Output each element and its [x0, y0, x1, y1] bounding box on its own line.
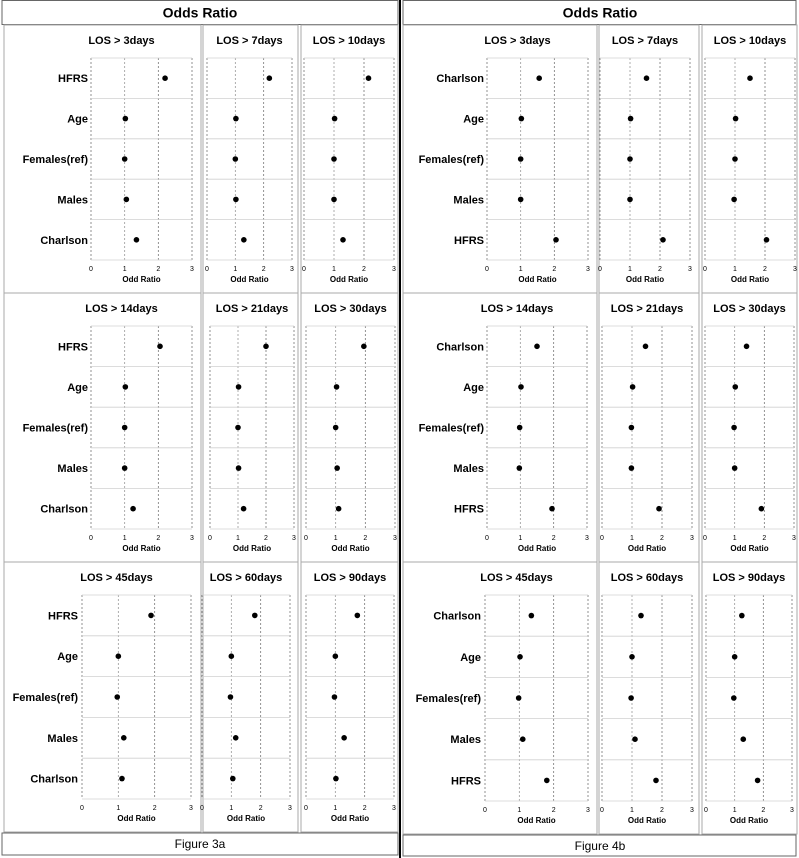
- odds-ratio-point: [628, 695, 634, 701]
- category-label: Age: [67, 113, 88, 126]
- x-tick-label: 0: [89, 535, 93, 542]
- x-tick-label: 0: [598, 266, 602, 273]
- odds-ratio-point: [332, 694, 338, 700]
- chart-panel: [203, 293, 298, 562]
- panel-title: LOS > 7days: [611, 35, 679, 47]
- category-label: Charlson: [433, 610, 481, 623]
- odds-ratio-point: [643, 344, 649, 350]
- x-axis-label: Odd Ratio: [230, 275, 269, 284]
- x-tick-label: 1: [630, 807, 634, 814]
- x-tick-label: 1: [732, 807, 737, 814]
- chart-panel: [4, 562, 201, 832]
- x-tick-label: 0: [485, 535, 489, 542]
- category-label: Males: [453, 463, 484, 476]
- x-tick-label: 2: [552, 266, 557, 273]
- odds-ratio-point: [517, 425, 523, 431]
- odds-ratio-point: [123, 116, 129, 122]
- x-tick-label: 0: [205, 266, 209, 273]
- panel-title: LOS > 10days: [713, 35, 787, 47]
- x-axis-label: Odd Ratio: [122, 275, 161, 284]
- chart-panel: [4, 25, 201, 293]
- panel-border: [599, 562, 699, 834]
- odds-ratio-point: [233, 156, 239, 162]
- category-label: HFRS: [58, 341, 88, 354]
- odds-ratio-point: [629, 425, 635, 431]
- odds-ratio-point: [116, 653, 122, 659]
- panel-title: LOS > 10days: [312, 35, 386, 47]
- odds-ratio-point: [241, 506, 247, 512]
- odds-ratio-point: [755, 778, 761, 784]
- x-tick-label: 3: [792, 535, 796, 542]
- x-tick-label: 0: [600, 807, 604, 814]
- odds-ratio-point: [529, 613, 535, 619]
- chart-panel: [403, 293, 597, 562]
- chart-panel: [301, 25, 398, 293]
- odds-ratio-point: [331, 197, 337, 203]
- x-tick-label: 3: [292, 535, 296, 542]
- x-tick-label: 2: [156, 535, 161, 542]
- category-label: Age: [463, 113, 484, 126]
- odds-ratio-point: [236, 465, 242, 471]
- x-tick-label: 0: [302, 266, 306, 273]
- odds-ratio-point: [544, 778, 550, 784]
- odds-ratio-point: [162, 75, 168, 81]
- odds-ratio-point: [333, 653, 339, 659]
- x-tick-label: 0: [483, 807, 487, 814]
- x-tick-label: 1: [517, 807, 522, 814]
- panel-title: LOS > 3days: [484, 35, 551, 47]
- odds-ratio-point: [656, 506, 662, 512]
- odds-ratio-point: [252, 613, 258, 619]
- x-tick-label: 1: [628, 266, 632, 273]
- x-tick-label: 1: [233, 266, 238, 273]
- chart-panel: [598, 25, 699, 293]
- panel-border: [203, 562, 298, 832]
- odds-ratio-point: [731, 695, 737, 701]
- x-tick-label: 3: [290, 266, 294, 273]
- odds-ratio-point: [235, 425, 241, 431]
- x-tick-label: 1: [518, 535, 523, 542]
- odds-ratio-point: [732, 384, 738, 390]
- x-tick-label: 2: [658, 266, 662, 273]
- x-axis-label: Odd Ratio: [627, 544, 667, 553]
- category-label: HFRS: [58, 73, 88, 86]
- odds-ratio-point: [233, 116, 239, 122]
- panel-border: [301, 293, 398, 562]
- x-tick-label: 2: [762, 535, 767, 542]
- panel-title: LOS > 90days: [712, 572, 786, 584]
- panel-title: LOS > 45days: [480, 572, 553, 584]
- odds-ratio-point: [148, 613, 154, 619]
- x-axis-label: Odd Ratio: [122, 544, 161, 553]
- odds-ratio-point: [333, 776, 339, 782]
- x-axis-label: Odd Ratio: [330, 814, 370, 823]
- x-tick-label: 3: [393, 535, 397, 542]
- x-tick-label: 3: [586, 807, 590, 814]
- odds-ratio-point: [518, 156, 524, 162]
- x-axis-label: Odd Ratio: [729, 816, 769, 825]
- x-tick-label: 3: [288, 805, 292, 812]
- x-tick-label: 2: [362, 805, 367, 812]
- x-axis-label: Odd Ratio: [518, 275, 557, 284]
- odds-ratio-point: [733, 116, 739, 122]
- chart-panel: [702, 293, 797, 562]
- odds-ratio-point: [121, 735, 127, 741]
- odds-ratio-point: [355, 613, 361, 619]
- odds-ratio-point: [341, 735, 347, 741]
- x-tick-label: 3: [690, 807, 694, 814]
- panel-border: [599, 293, 699, 562]
- chart-panel: [4, 293, 201, 562]
- odds-ratio-point: [263, 344, 269, 350]
- odds-ratio-point: [759, 506, 765, 512]
- panel-border: [301, 25, 398, 293]
- odds-ratio-point: [518, 384, 524, 390]
- chart-panel: [301, 293, 398, 562]
- x-tick-label: 3: [190, 535, 194, 542]
- x-tick-label: 1: [122, 266, 127, 273]
- chart-panel: [200, 562, 298, 832]
- chart-panel: [599, 562, 699, 834]
- odds-ratio-point: [630, 384, 636, 390]
- odds-ratio-point: [334, 384, 340, 390]
- odds-ratio-point: [534, 344, 540, 350]
- panel-border: [702, 25, 797, 293]
- x-tick-label: 1: [122, 535, 127, 542]
- x-tick-label: 0: [304, 535, 308, 542]
- odds-ratio-point: [638, 613, 644, 619]
- category-label: Females(ref): [22, 154, 88, 166]
- odds-ratio-point: [122, 156, 128, 162]
- x-tick-label: 1: [116, 805, 121, 812]
- x-axis-label: Odd Ratio: [730, 275, 770, 284]
- odds-ratio-point: [549, 506, 555, 512]
- odds-ratio-point: [229, 653, 235, 659]
- chart-panel: [702, 562, 797, 834]
- odds-ratio-point: [331, 156, 337, 162]
- odds-ratio-point: [732, 156, 738, 162]
- odds-ratio-point: [747, 75, 753, 81]
- odds-ratio-point: [731, 197, 737, 203]
- x-tick-label: 3: [189, 805, 193, 812]
- x-tick-label: 3: [392, 805, 396, 812]
- x-axis-label: Odd Ratio: [517, 816, 556, 825]
- figure-4b-caption: Figure 4b: [574, 839, 626, 853]
- x-tick-label: 1: [518, 266, 523, 273]
- odds-ratio-point: [536, 75, 542, 81]
- odds-ratio-point: [233, 735, 239, 741]
- category-label: HFRS: [48, 610, 78, 623]
- odds-ratio-point: [740, 736, 746, 742]
- odds-ratio-point: [627, 197, 633, 203]
- category-label: Males: [450, 734, 481, 747]
- panel-title: LOS > 60days: [610, 572, 684, 584]
- panel-border: [203, 25, 298, 293]
- x-tick-label: 0: [703, 266, 707, 273]
- figure-3a-caption: Figure 3a: [174, 837, 226, 851]
- odds-ratio-point: [361, 344, 367, 350]
- x-tick-label: 0: [208, 535, 212, 542]
- odds-ratio-point: [119, 776, 125, 782]
- x-tick-label: 2: [152, 805, 157, 812]
- x-tick-label: 1: [229, 805, 234, 812]
- odds-ratio-point: [233, 197, 239, 203]
- category-label: Females(ref): [418, 154, 484, 166]
- figure-3a-header: Odds Ratio: [162, 4, 238, 21]
- panel-border: [203, 293, 298, 562]
- panel-border: [702, 293, 797, 562]
- x-tick-label: 0: [704, 807, 708, 814]
- x-tick-label: 1: [333, 805, 338, 812]
- x-tick-label: 2: [761, 807, 766, 814]
- odds-ratio-point: [123, 384, 129, 390]
- category-label: Females(ref): [12, 692, 78, 704]
- x-tick-label: 3: [190, 266, 194, 273]
- x-tick-label: 1: [236, 535, 240, 542]
- panel-title: LOS > 21days: [215, 303, 289, 315]
- category-label: HFRS: [454, 234, 484, 247]
- category-label: Charlson: [40, 503, 88, 516]
- x-axis-label: Odd Ratio: [117, 814, 156, 823]
- odds-ratio-point: [241, 237, 247, 243]
- x-axis-label: Odd Ratio: [627, 816, 667, 825]
- odds-ratio-point: [157, 344, 163, 350]
- odds-ratio-point: [334, 465, 340, 471]
- x-tick-label: 2: [261, 266, 266, 273]
- x-tick-label: 2: [264, 535, 268, 542]
- panel-title: LOS > 21days: [610, 303, 684, 315]
- category-label: HFRS: [451, 775, 481, 788]
- odds-ratio-point: [644, 75, 650, 81]
- odds-ratio-point: [653, 778, 659, 784]
- panel-border: [599, 25, 699, 293]
- x-tick-label: 2: [156, 266, 161, 273]
- odds-ratio-point: [627, 156, 633, 162]
- panel-border: [301, 562, 398, 832]
- category-label: Females(ref): [418, 422, 484, 435]
- panel-title: LOS > 14days: [85, 303, 158, 315]
- category-label: Charlson: [40, 234, 88, 247]
- panel-title: LOS > 30days: [713, 303, 786, 315]
- figure-4b-header: Odds Ratio: [562, 4, 638, 21]
- x-tick-label: 3: [790, 807, 794, 814]
- chart-panel: [203, 25, 298, 293]
- category-label: Males: [57, 463, 88, 476]
- panel-border: [702, 562, 797, 834]
- chart-panel: [403, 562, 597, 834]
- x-tick-label: 3: [793, 266, 797, 273]
- x-axis-label: Odd Ratio: [730, 544, 769, 553]
- odds-ratio-point: [228, 694, 234, 700]
- odds-ratio-point: [517, 654, 523, 660]
- x-tick-label: 0: [600, 535, 604, 542]
- odds-ratio-point: [332, 116, 338, 122]
- x-axis-label: Odd Ratio: [226, 814, 266, 823]
- x-tick-label: 3: [688, 266, 692, 273]
- odds-ratio-point: [122, 465, 128, 471]
- x-axis-label: Odd Ratio: [331, 544, 370, 553]
- panel-title: LOS > 90days: [313, 572, 387, 584]
- odds-ratio-point: [553, 237, 559, 243]
- x-tick-label: 0: [304, 805, 308, 812]
- x-tick-label: 2: [763, 266, 767, 273]
- odds-ratio-point: [340, 237, 346, 243]
- x-tick-label: 2: [660, 535, 664, 542]
- x-tick-label: 2: [363, 535, 368, 542]
- x-tick-label: 1: [733, 266, 737, 273]
- odds-ratio-point: [732, 654, 738, 660]
- odds-ratio-point: [336, 506, 342, 512]
- odds-ratio-point: [236, 384, 242, 390]
- x-tick-label: 3: [586, 266, 590, 273]
- x-tick-label: 1: [732, 535, 737, 542]
- x-tick-label: 2: [258, 805, 263, 812]
- x-tick-label: 2: [551, 807, 556, 814]
- odds-ratio-point: [518, 197, 524, 203]
- x-tick-label: 2: [660, 807, 664, 814]
- odds-ratio-point: [739, 613, 745, 619]
- odds-ratio-point: [230, 776, 236, 782]
- odds-ratio-point: [629, 465, 635, 471]
- category-label: Charlson: [30, 773, 78, 786]
- x-tick-label: 3: [392, 266, 396, 273]
- odds-ratio-point: [114, 694, 120, 700]
- odds-ratio-point: [366, 75, 372, 81]
- x-axis-label: Odd Ratio: [329, 275, 369, 284]
- chart-panel: [599, 293, 699, 562]
- panel-title: LOS > 14days: [480, 303, 554, 315]
- category-label: Charlson: [436, 73, 484, 86]
- panel-title: LOS > 3days: [88, 35, 155, 47]
- odds-ratio-point: [660, 237, 666, 243]
- panel-title: LOS > 7days: [216, 35, 283, 47]
- category-label: Males: [57, 194, 88, 207]
- category-label: HFRS: [454, 503, 484, 516]
- odds-ratio-point: [130, 506, 136, 512]
- odds-ratio-point: [520, 736, 526, 742]
- x-axis-label: Odd Ratio: [517, 544, 557, 553]
- odds-ratio-point: [519, 116, 525, 122]
- odds-ratio-point: [632, 736, 638, 742]
- odds-ratio-point: [134, 237, 140, 243]
- chart-panel: [702, 25, 797, 293]
- x-tick-label: 1: [332, 266, 336, 273]
- x-tick-label: 0: [485, 266, 489, 273]
- chart-panel: [301, 562, 398, 832]
- x-tick-label: 2: [551, 535, 556, 542]
- odds-ratio-point: [517, 465, 523, 471]
- x-tick-label: 1: [333, 535, 338, 542]
- odds-ratio-point: [732, 465, 738, 471]
- category-label: Females(ref): [22, 422, 88, 435]
- odds-ratio-point: [516, 695, 522, 701]
- x-tick-label: 0: [80, 805, 84, 812]
- x-tick-label: 0: [200, 805, 204, 812]
- x-tick-label: 3: [585, 535, 589, 542]
- odds-ratio-point: [731, 425, 737, 431]
- category-label: Age: [460, 651, 481, 664]
- category-label: Age: [463, 381, 484, 394]
- x-axis-label: Odd Ratio: [232, 544, 272, 553]
- odds-ratio-point: [124, 197, 130, 203]
- x-tick-label: 2: [362, 266, 366, 273]
- category-label: Males: [47, 732, 78, 745]
- x-tick-label: 0: [89, 266, 93, 273]
- chart-panel: [403, 25, 597, 293]
- category-label: Males: [453, 194, 484, 207]
- x-tick-label: 0: [703, 535, 707, 542]
- x-tick-label: 1: [630, 535, 634, 542]
- panel-title: LOS > 30days: [314, 303, 387, 315]
- category-label: Charlson: [436, 341, 484, 354]
- category-label: Age: [67, 381, 88, 394]
- panel-title: LOS > 45days: [80, 572, 153, 584]
- odds-ratio-point: [764, 237, 770, 243]
- odds-ratio-point: [628, 116, 634, 122]
- odds-ratio-point: [629, 654, 635, 660]
- odds-ratio-point: [267, 75, 273, 81]
- category-label: Age: [57, 651, 78, 664]
- category-label: Females(ref): [415, 693, 481, 705]
- odds-ratio-point: [744, 344, 750, 350]
- x-tick-label: 3: [690, 535, 694, 542]
- panel-title: LOS > 60days: [209, 572, 283, 584]
- x-axis-label: Odd Ratio: [625, 275, 665, 284]
- odds-ratio-point: [122, 425, 128, 431]
- odds-ratio-point: [333, 425, 339, 431]
